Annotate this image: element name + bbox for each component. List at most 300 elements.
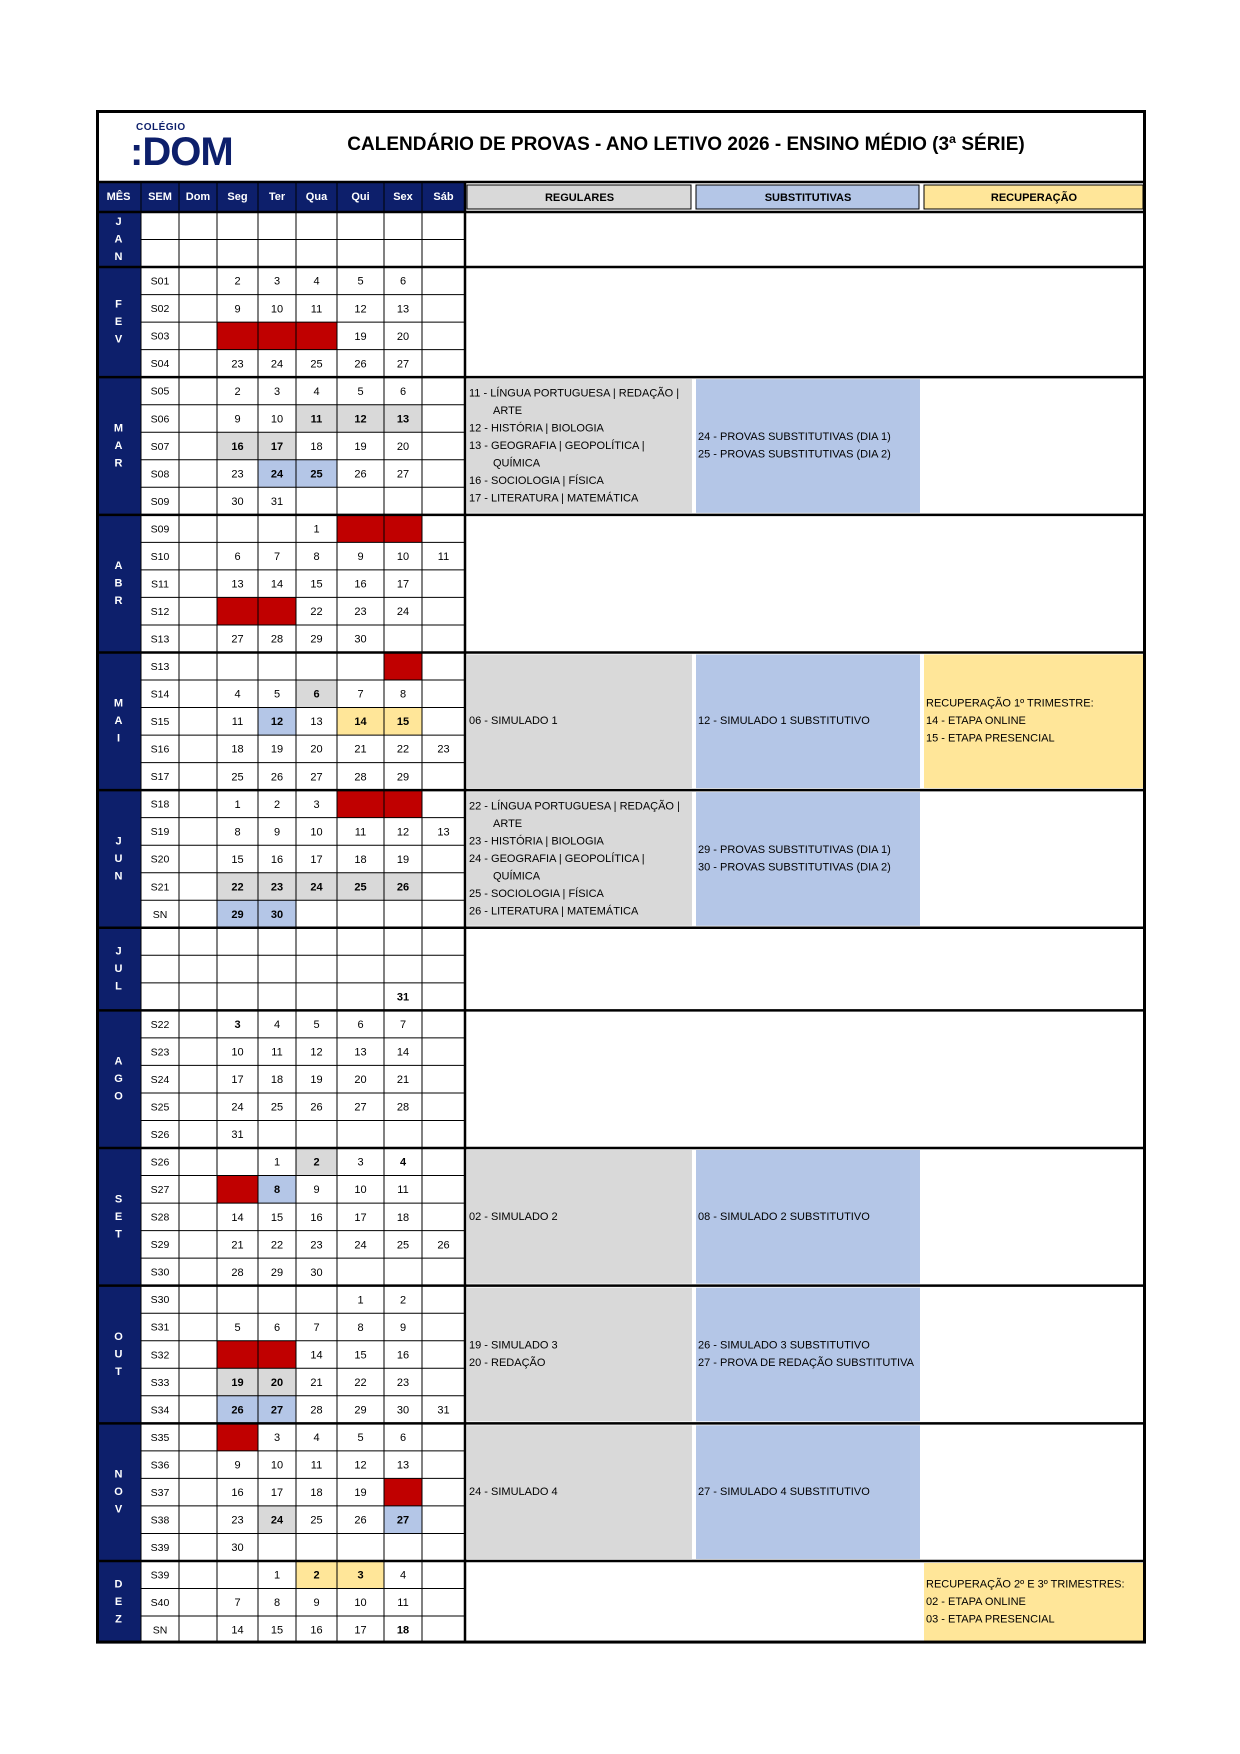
- day-number: 11: [397, 1597, 409, 1610]
- month-letter: M: [113, 697, 124, 710]
- note-line: 24 - GEOGRAFIA | GEOPOLÍTICA |: [469, 852, 645, 865]
- section-header-substitutivas-label: SUBSTITUTIVAS: [764, 191, 852, 204]
- day-number: 10: [270, 303, 284, 316]
- day-number: 27: [231, 633, 244, 646]
- month-letter: N: [114, 250, 123, 263]
- note-line: 03 - ETAPA PRESENCIAL: [926, 1613, 1055, 1626]
- note-line: ARTE: [493, 817, 523, 830]
- day-number: 3: [273, 1431, 281, 1444]
- day-number: 10: [354, 1184, 367, 1197]
- day-number: 18: [310, 440, 323, 453]
- day-number: 26: [354, 1514, 367, 1527]
- week-number: S10: [150, 550, 170, 563]
- week-number: S19: [150, 826, 170, 839]
- note-line: RECUPERAÇÃO 2º E 3º TRIMESTRES:: [926, 1578, 1125, 1591]
- day-number: 3: [357, 1156, 364, 1169]
- week-number: S21: [150, 881, 170, 894]
- day-number: 5: [313, 1019, 320, 1032]
- day-number: 23: [270, 881, 284, 894]
- day-number: 26: [437, 1239, 450, 1252]
- month-letter: Z: [115, 1613, 122, 1626]
- day-number: 19: [270, 743, 284, 756]
- section-header-recuperacao-label: RECUPERAÇÃO: [990, 191, 1078, 204]
- column-header-0: MÊS: [106, 190, 131, 203]
- month-letter: E: [114, 316, 123, 329]
- column-header-1: SEM: [148, 190, 172, 203]
- day-number: 2: [313, 1569, 320, 1582]
- month-letter: R: [114, 457, 123, 470]
- week-number: S12: [150, 605, 170, 618]
- day-number: 8: [357, 1321, 364, 1334]
- day-number: 18: [396, 1211, 410, 1224]
- day-number: 29: [354, 1404, 367, 1417]
- day-number: 24: [270, 358, 284, 371]
- note-line: 25 - SOCIOLOGIA | FÍSICA: [469, 887, 604, 900]
- day-number: 21: [396, 1074, 410, 1087]
- week-number: S01: [150, 275, 170, 288]
- day-number: 29: [396, 771, 410, 784]
- notes-sub-bg: [696, 379, 920, 513]
- month-letter: V: [114, 333, 123, 346]
- week-number: S27: [150, 1184, 170, 1197]
- day-number: 9: [399, 1321, 407, 1334]
- day-number: 12: [354, 1459, 367, 1472]
- day-number: 16: [310, 1624, 323, 1637]
- day-highlight: [217, 1341, 258, 1369]
- week-number: S02: [150, 303, 170, 316]
- week-number: S22: [150, 1018, 170, 1031]
- day-number: 25: [310, 358, 323, 371]
- day-number: 7: [234, 1597, 241, 1610]
- day-number: 11: [397, 1184, 409, 1197]
- note-line: QUÍMICA: [493, 870, 541, 883]
- column-header-8: Sáb: [433, 190, 454, 203]
- day-number: 23: [231, 1514, 244, 1527]
- day-number: 13: [396, 303, 410, 316]
- note-line: 12 - SIMULADO 1 SUBSTITUTIVO: [698, 715, 870, 728]
- day-number: 25: [354, 881, 367, 894]
- day-number: 23: [310, 1239, 323, 1252]
- day-highlight: [217, 597, 258, 625]
- day-number: 17: [270, 1487, 284, 1500]
- day-number: 15: [396, 716, 410, 729]
- day-number: 28: [396, 1101, 410, 1114]
- week-number: S33: [150, 1376, 170, 1389]
- note-line: 30 - PROVAS SUBSTITUTIVAS (DIA 2): [698, 861, 891, 874]
- day-number: 29: [270, 1266, 284, 1279]
- day-number: 6: [357, 1019, 364, 1032]
- day-number: 31: [231, 1129, 244, 1142]
- week-number: SN: [152, 908, 168, 921]
- day-number: 22: [354, 1376, 367, 1389]
- day-number: 15: [270, 1624, 284, 1637]
- month-letter: E: [114, 1596, 123, 1609]
- day-number: 3: [273, 275, 281, 288]
- day-number: 25: [396, 1239, 410, 1252]
- day-number: 16: [354, 578, 367, 591]
- day-number: 17: [354, 1624, 367, 1637]
- week-number: S39: [150, 1569, 170, 1582]
- column-header-5: Qua: [305, 190, 328, 203]
- day-number: 27: [396, 1514, 410, 1527]
- day-number: 30: [396, 1404, 410, 1417]
- month-letter: U: [114, 852, 123, 865]
- day-number: 28: [231, 1266, 244, 1279]
- month-letter: A: [114, 233, 123, 246]
- day-number: 7: [399, 1019, 407, 1032]
- day-number: 30: [231, 495, 244, 508]
- week-number: S39: [150, 1541, 170, 1554]
- day-number: 2: [273, 798, 281, 811]
- day-number: 20: [396, 440, 410, 453]
- day-number: 29: [231, 908, 244, 921]
- week-number: S03: [150, 330, 170, 343]
- week-number: S28: [150, 1211, 170, 1224]
- week-number: SN: [152, 1624, 168, 1637]
- column-header-2: Dom: [185, 190, 211, 203]
- day-number: 24: [270, 1514, 284, 1527]
- day-number: 14: [396, 1046, 410, 1059]
- day-number: 22: [270, 1239, 284, 1252]
- day-number: 11: [310, 1459, 323, 1472]
- notes-reg-bg: [467, 1288, 692, 1422]
- day-number: 23: [396, 1376, 410, 1389]
- week-number: S40: [150, 1597, 170, 1610]
- day-highlight: [384, 515, 422, 543]
- day-highlight: [384, 652, 422, 680]
- day-highlight: [337, 515, 384, 543]
- day-number: 19: [354, 440, 367, 453]
- day-number: 19: [354, 1487, 367, 1500]
- day-number: 24: [310, 881, 323, 894]
- month-letter: I: [116, 732, 121, 745]
- week-number: S35: [150, 1431, 170, 1444]
- week-number: S04: [150, 358, 170, 371]
- logo-brand-text: :DOM: [130, 130, 233, 174]
- day-number: 20: [270, 1376, 284, 1389]
- week-number: S20: [150, 853, 170, 866]
- column-header-3: Seg: [227, 190, 248, 203]
- day-number: 17: [310, 853, 323, 866]
- day-number: 6: [313, 688, 320, 701]
- note-line: 23 - HISTÓRIA | BIOLOGIA: [469, 835, 604, 848]
- day-number: 8: [234, 826, 241, 839]
- day-number: 6: [399, 1431, 407, 1444]
- day-number: 10: [270, 1459, 284, 1472]
- day-number: 4: [313, 275, 320, 288]
- day-number: 9: [234, 413, 241, 426]
- day-highlight: [217, 322, 258, 350]
- month-letter: N: [114, 1468, 123, 1481]
- day-number: 11: [271, 1046, 283, 1059]
- day-number: 13: [437, 826, 450, 839]
- day-highlight: [258, 322, 296, 350]
- week-number: S18: [150, 798, 170, 811]
- page-title: CALENDÁRIO DE PROVAS - ANO LETIVO 2026 - ENSINO MÉDIO (3ª SÉRIE): [347, 134, 1025, 155]
- day-number: 5: [273, 688, 281, 701]
- day-number: 23: [231, 468, 244, 481]
- day-number: 20: [354, 1074, 367, 1087]
- day-number: 14: [231, 1624, 244, 1637]
- day-number: 19: [231, 1376, 244, 1389]
- week-number: S30: [150, 1294, 170, 1307]
- note-line: 19 - SIMULADO 3: [469, 1339, 558, 1352]
- day-number: 23: [437, 743, 450, 756]
- day-number: 6: [234, 551, 241, 564]
- week-number: S24: [150, 1073, 170, 1086]
- day-highlight: [296, 322, 337, 350]
- day-number: 17: [270, 440, 284, 453]
- day-number: 2: [234, 385, 241, 398]
- day-number: 16: [270, 853, 284, 866]
- day-number: 22: [231, 881, 244, 894]
- day-number: 8: [313, 551, 320, 564]
- day-number: 27: [354, 1101, 367, 1114]
- month-letter: E: [114, 1210, 123, 1223]
- day-number: 1: [234, 798, 241, 811]
- week-number: S36: [150, 1459, 170, 1472]
- day-number: 4: [399, 1156, 407, 1169]
- day-number: 13: [396, 413, 410, 426]
- day-number: 10: [396, 551, 410, 564]
- day-number: 9: [234, 303, 241, 316]
- day-number: 2: [234, 275, 241, 288]
- note-line: 22 - LÍNGUA PORTUGUESA | REDAÇÃO |: [469, 800, 680, 813]
- day-number: 26: [231, 1404, 244, 1417]
- day-number: 24: [231, 1101, 244, 1114]
- day-number: 31: [270, 495, 284, 508]
- day-number: 19: [310, 1074, 323, 1087]
- day-number: 1: [273, 1156, 281, 1169]
- calendar-sheet: [96, 110, 1146, 1646]
- week-number: S05: [150, 385, 170, 398]
- notes-sub-bg: [696, 792, 920, 926]
- month-letter: D: [114, 1578, 123, 1591]
- month-letter: A: [114, 1055, 123, 1068]
- day-number: 12: [354, 413, 367, 426]
- day-number: 4: [313, 385, 320, 398]
- day-number: 14: [354, 716, 367, 729]
- day-number: 17: [231, 1074, 244, 1087]
- day-number: 14: [231, 1211, 244, 1224]
- day-number: 12: [270, 716, 284, 729]
- day-number: 18: [270, 1074, 284, 1087]
- note-line: 20 - REDAÇÃO: [469, 1357, 546, 1370]
- day-number: 4: [399, 1569, 407, 1582]
- day-number: 9: [234, 1459, 241, 1472]
- day-number: 9: [313, 1184, 320, 1197]
- day-number: 6: [399, 275, 407, 288]
- note-line: 15 - ETAPA PRESENCIAL: [926, 732, 1055, 745]
- note-line: 16 - SOCIOLOGIA | FÍSICA: [469, 474, 604, 487]
- logo-small-text: COLÉGIO: [136, 122, 186, 133]
- day-highlight: [337, 790, 384, 818]
- note-line: 25 - PROVAS SUBSTITUTIVAS (DIA 2): [698, 448, 891, 461]
- day-number: 13: [354, 1046, 367, 1059]
- day-number: 15: [354, 1349, 367, 1362]
- week-number: S23: [150, 1046, 170, 1059]
- day-number: 12: [310, 1046, 323, 1059]
- day-number: 8: [273, 1597, 281, 1610]
- day-number: 2: [399, 1294, 407, 1307]
- note-line: 13 - GEOGRAFIA | GEOPOLÍTICA |: [469, 439, 645, 452]
- day-number: 8: [273, 1184, 281, 1197]
- day-number: 4: [234, 688, 241, 701]
- day-number: 5: [357, 1431, 364, 1444]
- day-number: 9: [357, 551, 364, 564]
- month-letter: G: [114, 1073, 123, 1086]
- week-number: S29: [150, 1239, 170, 1252]
- day-number: 26: [354, 468, 367, 481]
- day-number: 8: [399, 688, 407, 701]
- month-letter: O: [114, 1330, 123, 1343]
- month-letter: T: [115, 1228, 122, 1241]
- section-header-regulares-label: REGULARES: [544, 191, 615, 204]
- day-number: 17: [354, 1211, 367, 1224]
- column-header-6: Qui: [351, 190, 370, 203]
- day-number: 27: [310, 771, 323, 784]
- week-number: S32: [150, 1349, 170, 1362]
- day-number: 28: [310, 1404, 323, 1417]
- day-number: 18: [231, 743, 244, 756]
- day-number: 26: [396, 881, 410, 894]
- day-highlight: [384, 1478, 422, 1506]
- week-number: S34: [150, 1404, 170, 1417]
- day-number: 30: [310, 1266, 323, 1279]
- month-letter: O: [114, 1486, 123, 1499]
- week-number: S38: [150, 1514, 170, 1527]
- column-header-4: Ter: [268, 190, 286, 203]
- month-letter: T: [115, 1365, 122, 1378]
- day-number: 27: [396, 358, 410, 371]
- month-letter: M: [113, 422, 124, 435]
- day-number: 1: [273, 1569, 281, 1582]
- day-number: 1: [357, 1294, 364, 1307]
- day-number: 10: [231, 1046, 244, 1059]
- day-number: 10: [270, 413, 284, 426]
- note-line: 27 - SIMULADO 4 SUBSTITUTIVO: [698, 1486, 870, 1499]
- day-number: 11: [354, 826, 367, 839]
- note-line: 17 - LITERATURA | MATEMÁTICA: [469, 492, 639, 505]
- day-number: 16: [310, 1211, 323, 1224]
- week-number: S30: [150, 1266, 170, 1279]
- day-number: 20: [310, 743, 323, 756]
- day-number: 24: [270, 468, 284, 481]
- day-number: 15: [270, 1211, 284, 1224]
- month-letter: U: [114, 962, 123, 975]
- week-number: S06: [150, 413, 170, 426]
- column-header-7: Sex: [393, 190, 413, 203]
- day-number: 14: [310, 1349, 323, 1362]
- day-number: 9: [273, 826, 281, 839]
- day-number: 30: [231, 1542, 244, 1555]
- day-number: 18: [354, 853, 367, 866]
- note-line: 11 - LÍNGUA PORTUGUESA | REDAÇÃO |: [469, 387, 680, 400]
- day-number: 3: [313, 798, 320, 811]
- week-number: S13: [150, 633, 170, 646]
- day-number: 21: [310, 1376, 323, 1389]
- note-line: 26 - LITERATURA | MATEMÁTICA: [469, 905, 639, 918]
- day-number: 6: [399, 385, 407, 398]
- day-number: 11: [231, 716, 244, 729]
- day-number: 10: [310, 826, 323, 839]
- day-number: 22: [396, 743, 410, 756]
- day-number: 25: [310, 1514, 323, 1527]
- day-number: 19: [396, 853, 410, 866]
- week-number: S26: [150, 1129, 170, 1142]
- day-number: 30: [354, 633, 367, 646]
- day-number: 5: [234, 1321, 241, 1334]
- note-line: ARTE: [493, 404, 523, 417]
- day-number: 1: [313, 523, 320, 536]
- day-number: 31: [437, 1404, 450, 1417]
- day-number: 11: [437, 551, 450, 564]
- day-number: 16: [231, 1487, 244, 1500]
- day-number: 26: [270, 771, 284, 784]
- week-number: S16: [150, 743, 170, 756]
- week-number: S07: [150, 440, 170, 453]
- month-letter: F: [115, 298, 122, 311]
- month-letter: A: [114, 715, 123, 728]
- month-letter: N: [114, 870, 123, 883]
- note-line: 06 - SIMULADO 1: [469, 715, 558, 728]
- week-number: S15: [150, 716, 170, 729]
- day-number: 18: [310, 1487, 323, 1500]
- day-highlight: [384, 790, 422, 818]
- note-line: 29 - PROVAS SUBSTITUTIVAS (DIA 1): [698, 844, 891, 857]
- month-letter: J: [115, 835, 122, 848]
- day-highlight: [258, 1341, 296, 1369]
- note-line: 12 - HISTÓRIA | BIOLOGIA: [469, 422, 604, 435]
- note-line: 02 - SIMULADO 2: [469, 1210, 558, 1223]
- day-number: 28: [354, 771, 367, 784]
- week-number: S11: [151, 578, 169, 591]
- month-letter: A: [114, 439, 123, 452]
- day-number: 10: [354, 1597, 367, 1610]
- day-number: 23: [231, 358, 244, 371]
- week-number: S25: [150, 1101, 170, 1114]
- day-highlight: [217, 1176, 258, 1204]
- day-number: 25: [310, 468, 323, 481]
- month-letter: O: [114, 1090, 123, 1103]
- note-line: 26 - SIMULADO 3 SUBSTITUTIVO: [698, 1339, 870, 1352]
- day-number: 27: [396, 468, 410, 481]
- day-number: 26: [354, 358, 367, 371]
- month-letter: S: [114, 1193, 123, 1206]
- day-number: 9: [313, 1597, 320, 1610]
- day-number: 3: [357, 1569, 364, 1582]
- note-line: QUÍMICA: [493, 457, 541, 470]
- note-line: 27 - PROVA DE REDAÇÃO SUBSTITUTIVA: [698, 1357, 914, 1370]
- day-number: 20: [396, 330, 410, 343]
- day-number: 3: [234, 1019, 241, 1032]
- month-letter: V: [114, 1503, 123, 1516]
- day-number: 15: [231, 853, 244, 866]
- week-number: S14: [150, 688, 170, 701]
- day-number: 7: [357, 688, 364, 701]
- day-number: 14: [270, 578, 284, 591]
- day-number: 7: [313, 1321, 320, 1334]
- day-number: 16: [231, 440, 244, 453]
- day-number: 15: [310, 578, 323, 591]
- note-line: 24 - SIMULADO 4: [469, 1486, 558, 1499]
- day-number: 18: [396, 1624, 410, 1637]
- week-number: S09: [150, 523, 170, 536]
- week-number: S26: [150, 1156, 170, 1169]
- day-number: 4: [313, 1431, 320, 1444]
- day-number: 13: [396, 1459, 410, 1472]
- calendar-table: [96, 110, 1146, 1646]
